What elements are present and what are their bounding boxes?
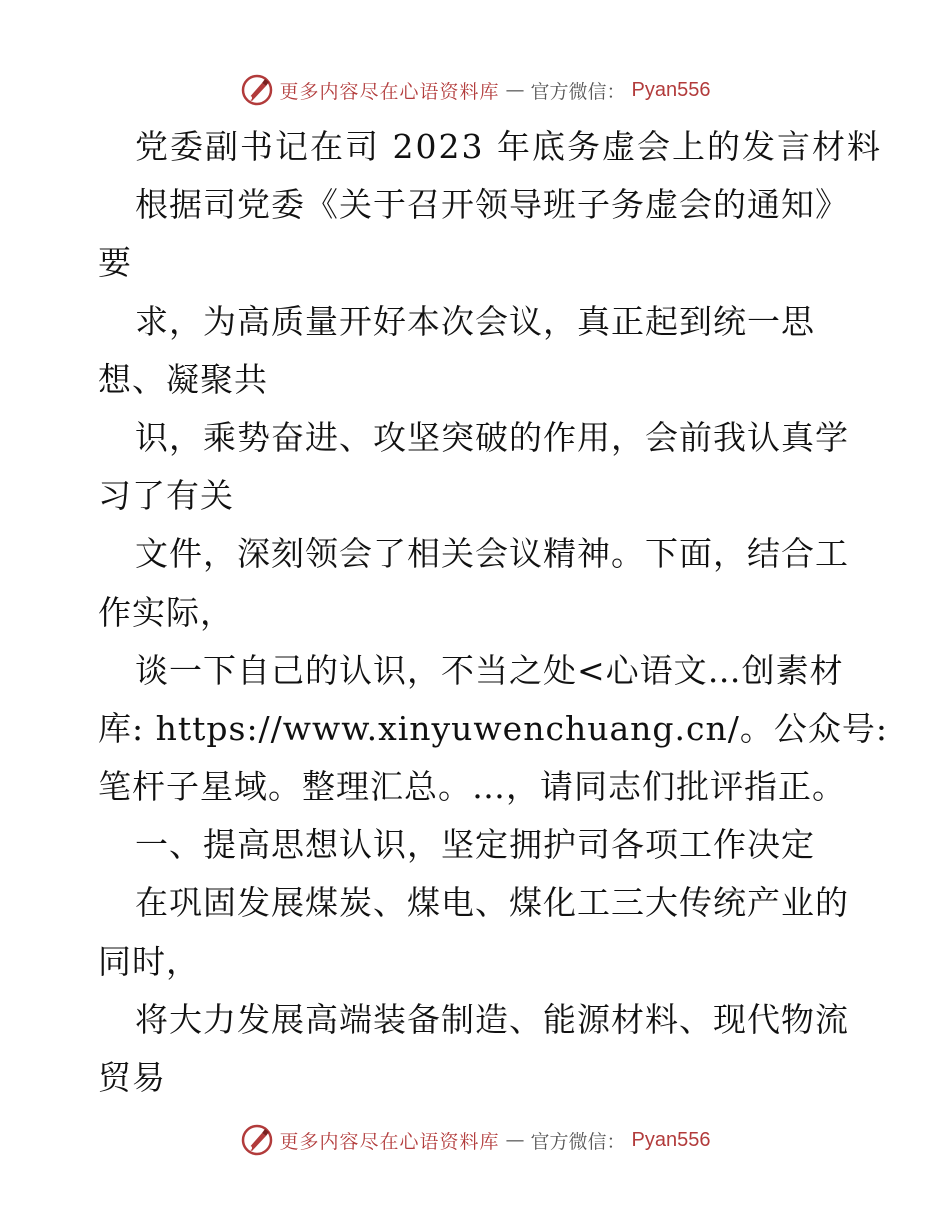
text-line: 根据司党委《关于召开领导班子务虚会的通知》 [135, 185, 849, 225]
pen-logo-icon [240, 73, 274, 107]
text-line: 将大力发展高端装备制造、能源材料、现代物流 [135, 999, 849, 1039]
text-line: 文件，深刻领会了相关会议精神。下面，结合工 [135, 534, 849, 574]
banner-separator: — [505, 1129, 525, 1151]
text-line: 库: https://www.xinyuwenchuang.cn/。公众号: [98, 708, 888, 748]
text-line: 要 [98, 243, 132, 283]
header-watermark-banner [0, 70, 950, 110]
banner-wechat-id: Pyan556 [631, 78, 711, 101]
text-line: 想、凝聚共 [98, 359, 268, 399]
text-line: 笔杆子星域。整理汇总。…，请同志们批评指正。 [98, 767, 846, 807]
banner-wechat-id: Pyan556 [631, 1128, 711, 1151]
banner-separator: — [505, 79, 525, 101]
text-line: 习了有关 [98, 476, 234, 516]
banner-main-text: 更多内容尽在心语资料库 [279, 1130, 500, 1153]
text-line: 识，乘势奋进、攻坚突破的作用，会前我认真学 [135, 417, 849, 457]
text-line: 求，为高质量开好本次会议，真正起到统一思 [135, 301, 815, 341]
document-title: 党委副书记在司 2023 年底务虚会上的发言材料 [135, 127, 882, 166]
banner-main-text: 更多内容尽在心语资料库 [279, 80, 500, 103]
text-line: 谈一下自己的认识，不当之处<心语文…创素材 [135, 650, 844, 690]
text-line: 同时， [98, 941, 200, 981]
text-line: 在巩固发展煤炭、煤电、煤化工三大传统产业的 [135, 883, 849, 923]
document-body [98, 118, 888, 1107]
banner-wechat-label: 官方微信： [530, 80, 626, 103]
section-heading: 一、提高思想认识，坚定拥护司各项工作决定 [135, 825, 815, 865]
banner-wechat-label: 官方微信： [530, 1130, 626, 1153]
text-line: 贸易 [98, 1058, 166, 1097]
footer-watermark-banner [0, 1120, 950, 1160]
text-line: 作实际， [98, 592, 234, 632]
pen-logo-icon [240, 1123, 274, 1157]
